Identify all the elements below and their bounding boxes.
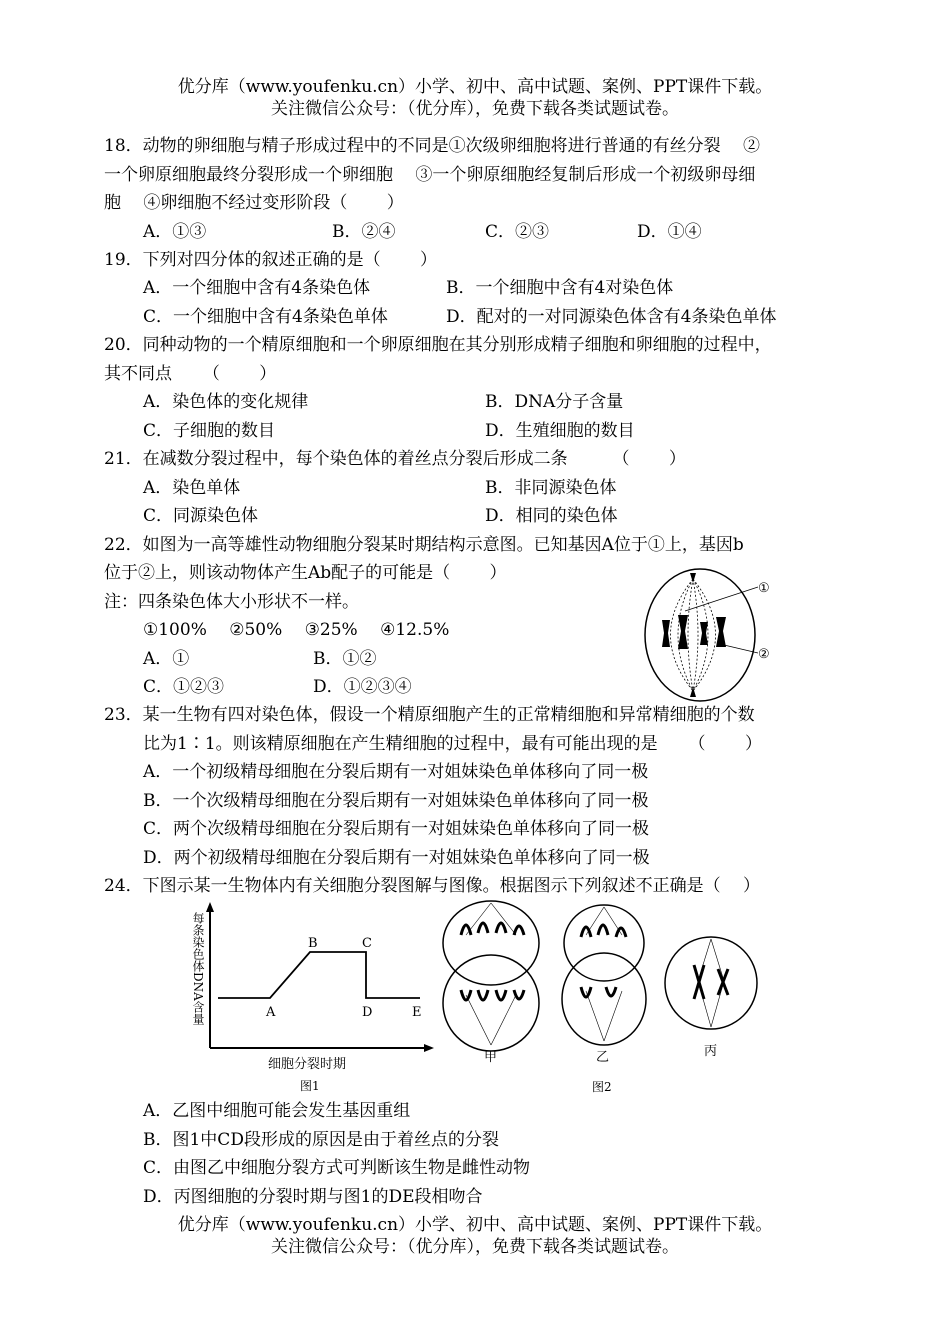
q21-stem: 21．在减数分裂过程中，每个染色体的着丝点分裂后形成二条 （ ） bbox=[104, 449, 686, 469]
q19-option-a: A．一个细胞中含有4条染色体 bbox=[143, 278, 371, 298]
q22-option-c: C．①②③ bbox=[143, 677, 225, 697]
q19-option-b: B．一个细胞中含有4对染色体 bbox=[446, 278, 674, 298]
header-line-2: 关注微信公众号：（优分库），免费下载各类试题试卷。 bbox=[271, 99, 679, 119]
q20-stem-line-1: 20．同种动物的一个精原细胞和一个卵原细胞在其分别形成精子细胞和卵细胞的过程中， bbox=[104, 335, 772, 355]
q18-option-c: C．②③ bbox=[485, 222, 550, 242]
q22-stem-line-1: 22．如图为一高等雄性动物细胞分裂某时期结构示意图。已知基因A位于①上，基因b bbox=[104, 535, 744, 555]
label-yi: 乙 bbox=[596, 1050, 610, 1065]
footer-line-1: 优分库（www.youfenku.cn）小学、初中、高中试题、案例、PPT课件下载。 bbox=[177, 1215, 773, 1235]
q24-stem: 24．下图示某一生物体内有关细胞分裂图解与图像。根据图示下列叙述不正确是（ ） bbox=[104, 876, 761, 896]
q21-option-a: A．染色单体 bbox=[143, 478, 241, 498]
q22-option-a: A．① bbox=[143, 649, 190, 669]
q22-cell-diagram bbox=[638, 565, 798, 705]
cell-bing bbox=[665, 937, 757, 1029]
q22-option-b: B．①② bbox=[313, 649, 377, 669]
label-1: ① bbox=[758, 581, 770, 596]
q21-option-b: B．非同源染色体 bbox=[485, 478, 617, 498]
centriole-top bbox=[690, 573, 696, 583]
q23-stem-line-1: 23．某一生物有四对染色体，假设一个精原细胞产生的正常精细胞和异常精细胞的个数 bbox=[104, 705, 755, 725]
q24-option-a: A．乙图中细胞可能会发生基因重组 bbox=[143, 1101, 411, 1121]
q24-figure-1 bbox=[188, 900, 438, 1095]
cell-yi bbox=[562, 905, 646, 1045]
q23-stem-line-2: 比为1∶1。则该精原细胞在产生精细胞的过程中，最有可能出现的是 （ ） bbox=[143, 734, 762, 754]
dna-curve bbox=[218, 952, 420, 998]
q23-option-d: D．两个初级精母细胞在分裂后期有一对姐妹染色单体移向了同一极 bbox=[143, 848, 650, 868]
q18-stem-line-3: 胞 ④卵细胞不经过变形阶段（ ） bbox=[104, 193, 404, 213]
y-axis-label: 每条染色体DNA含量 bbox=[191, 912, 205, 1025]
header-line-1: 优分库（www.youfenku.cn）小学、初中、高中试题、案例、PPT课件下载。 bbox=[177, 77, 773, 97]
y-axis-arrow bbox=[206, 902, 214, 912]
point-a-label: A bbox=[266, 1005, 276, 1020]
q22-stem-line-2: 位于②上，则该动物体产生Ab配子的可能是（ ） bbox=[104, 563, 507, 583]
q24-figure-2 bbox=[436, 895, 766, 1100]
point-e-label: E bbox=[412, 1005, 422, 1020]
q24-option-c: C．由图乙中细胞分裂方式可判断该生物是雌性动物 bbox=[143, 1158, 531, 1178]
point-b-label: B bbox=[308, 936, 318, 951]
q19-option-d: D．配对的一对同源染色体含有4条染色单体 bbox=[446, 307, 777, 327]
q23-option-b: B．一个次级精母细胞在分裂后期有一对姐妹染色单体移向了同一极 bbox=[143, 791, 649, 811]
figure-1-caption: 图1 bbox=[300, 1079, 320, 1093]
cell-membrane bbox=[645, 569, 755, 701]
q18-stem-line-1: 18．动物的卵细胞与精子形成过程中的不同是①次级卵细胞将进行普通的有丝分裂 ② bbox=[104, 136, 761, 156]
figure-2-caption: 图2 bbox=[592, 1080, 612, 1094]
q22-option-d: D．①②③④ bbox=[313, 677, 412, 697]
label-line-2 bbox=[724, 645, 758, 653]
q19-stem: 19．下列对四分体的叙述正确的是（ ） bbox=[104, 250, 438, 270]
cell-jia bbox=[443, 901, 539, 1051]
q24-option-b: B．图1中CD段形成的原因是由于着丝点的分裂 bbox=[143, 1130, 499, 1150]
point-d-label: D bbox=[362, 1005, 373, 1020]
q23-option-c: C．两个次级精母细胞在分裂后期有一对姐妹染色单体移向了同一极 bbox=[143, 819, 650, 839]
x-axis-label: 细胞分裂时期 bbox=[268, 1057, 347, 1072]
q20-option-a: A．染色体的变化规律 bbox=[143, 392, 309, 412]
q18-option-b: B．②④ bbox=[332, 222, 396, 242]
chromosomes bbox=[662, 615, 726, 649]
q18-stem-line-2: 一个卵原细胞最终分裂形成一个卵细胞 ③一个卵原细胞经复制后形成一个初级卵母细 bbox=[104, 165, 756, 185]
q20-option-b: B．DNA分子含量 bbox=[485, 392, 624, 412]
q24-option-d: D．丙图细胞的分裂时期与图1的DE段相吻合 bbox=[143, 1187, 483, 1207]
spindle-fibers bbox=[671, 579, 716, 691]
q21-option-c: C．同源染色体 bbox=[143, 506, 259, 526]
q22-note: 注：四条染色体大小形状不一样。 bbox=[104, 592, 359, 612]
x-axis-arrow bbox=[424, 1044, 434, 1052]
q18-option-a: A．①③ bbox=[143, 222, 207, 242]
label-2: ② bbox=[758, 647, 770, 662]
q20-option-d: D．生殖细胞的数目 bbox=[485, 421, 635, 441]
q18-option-d: D．①④ bbox=[637, 222, 702, 242]
label-jia: 甲 bbox=[484, 1050, 498, 1065]
q20-stem-line-2: 其不同点 （ ） bbox=[104, 364, 277, 384]
q21-option-d: D．相同的染色体 bbox=[485, 506, 618, 526]
q22-probabilities: ①100% ②50% ③25% ④12.5% bbox=[143, 620, 450, 640]
centriole-bottom bbox=[690, 687, 696, 697]
q20-option-c: C．子细胞的数目 bbox=[143, 421, 276, 441]
q19-option-c: C．一个细胞中含有4条染色单体 bbox=[143, 307, 388, 327]
q23-option-a: A．一个初级精母细胞在分裂后期有一对姐妹染色单体移向了同一极 bbox=[143, 762, 649, 782]
label-bing: 丙 bbox=[704, 1044, 718, 1059]
point-c-label: C bbox=[362, 936, 372, 951]
footer-line-2: 关注微信公众号：（优分库），免费下载各类试题试卷。 bbox=[271, 1237, 679, 1257]
